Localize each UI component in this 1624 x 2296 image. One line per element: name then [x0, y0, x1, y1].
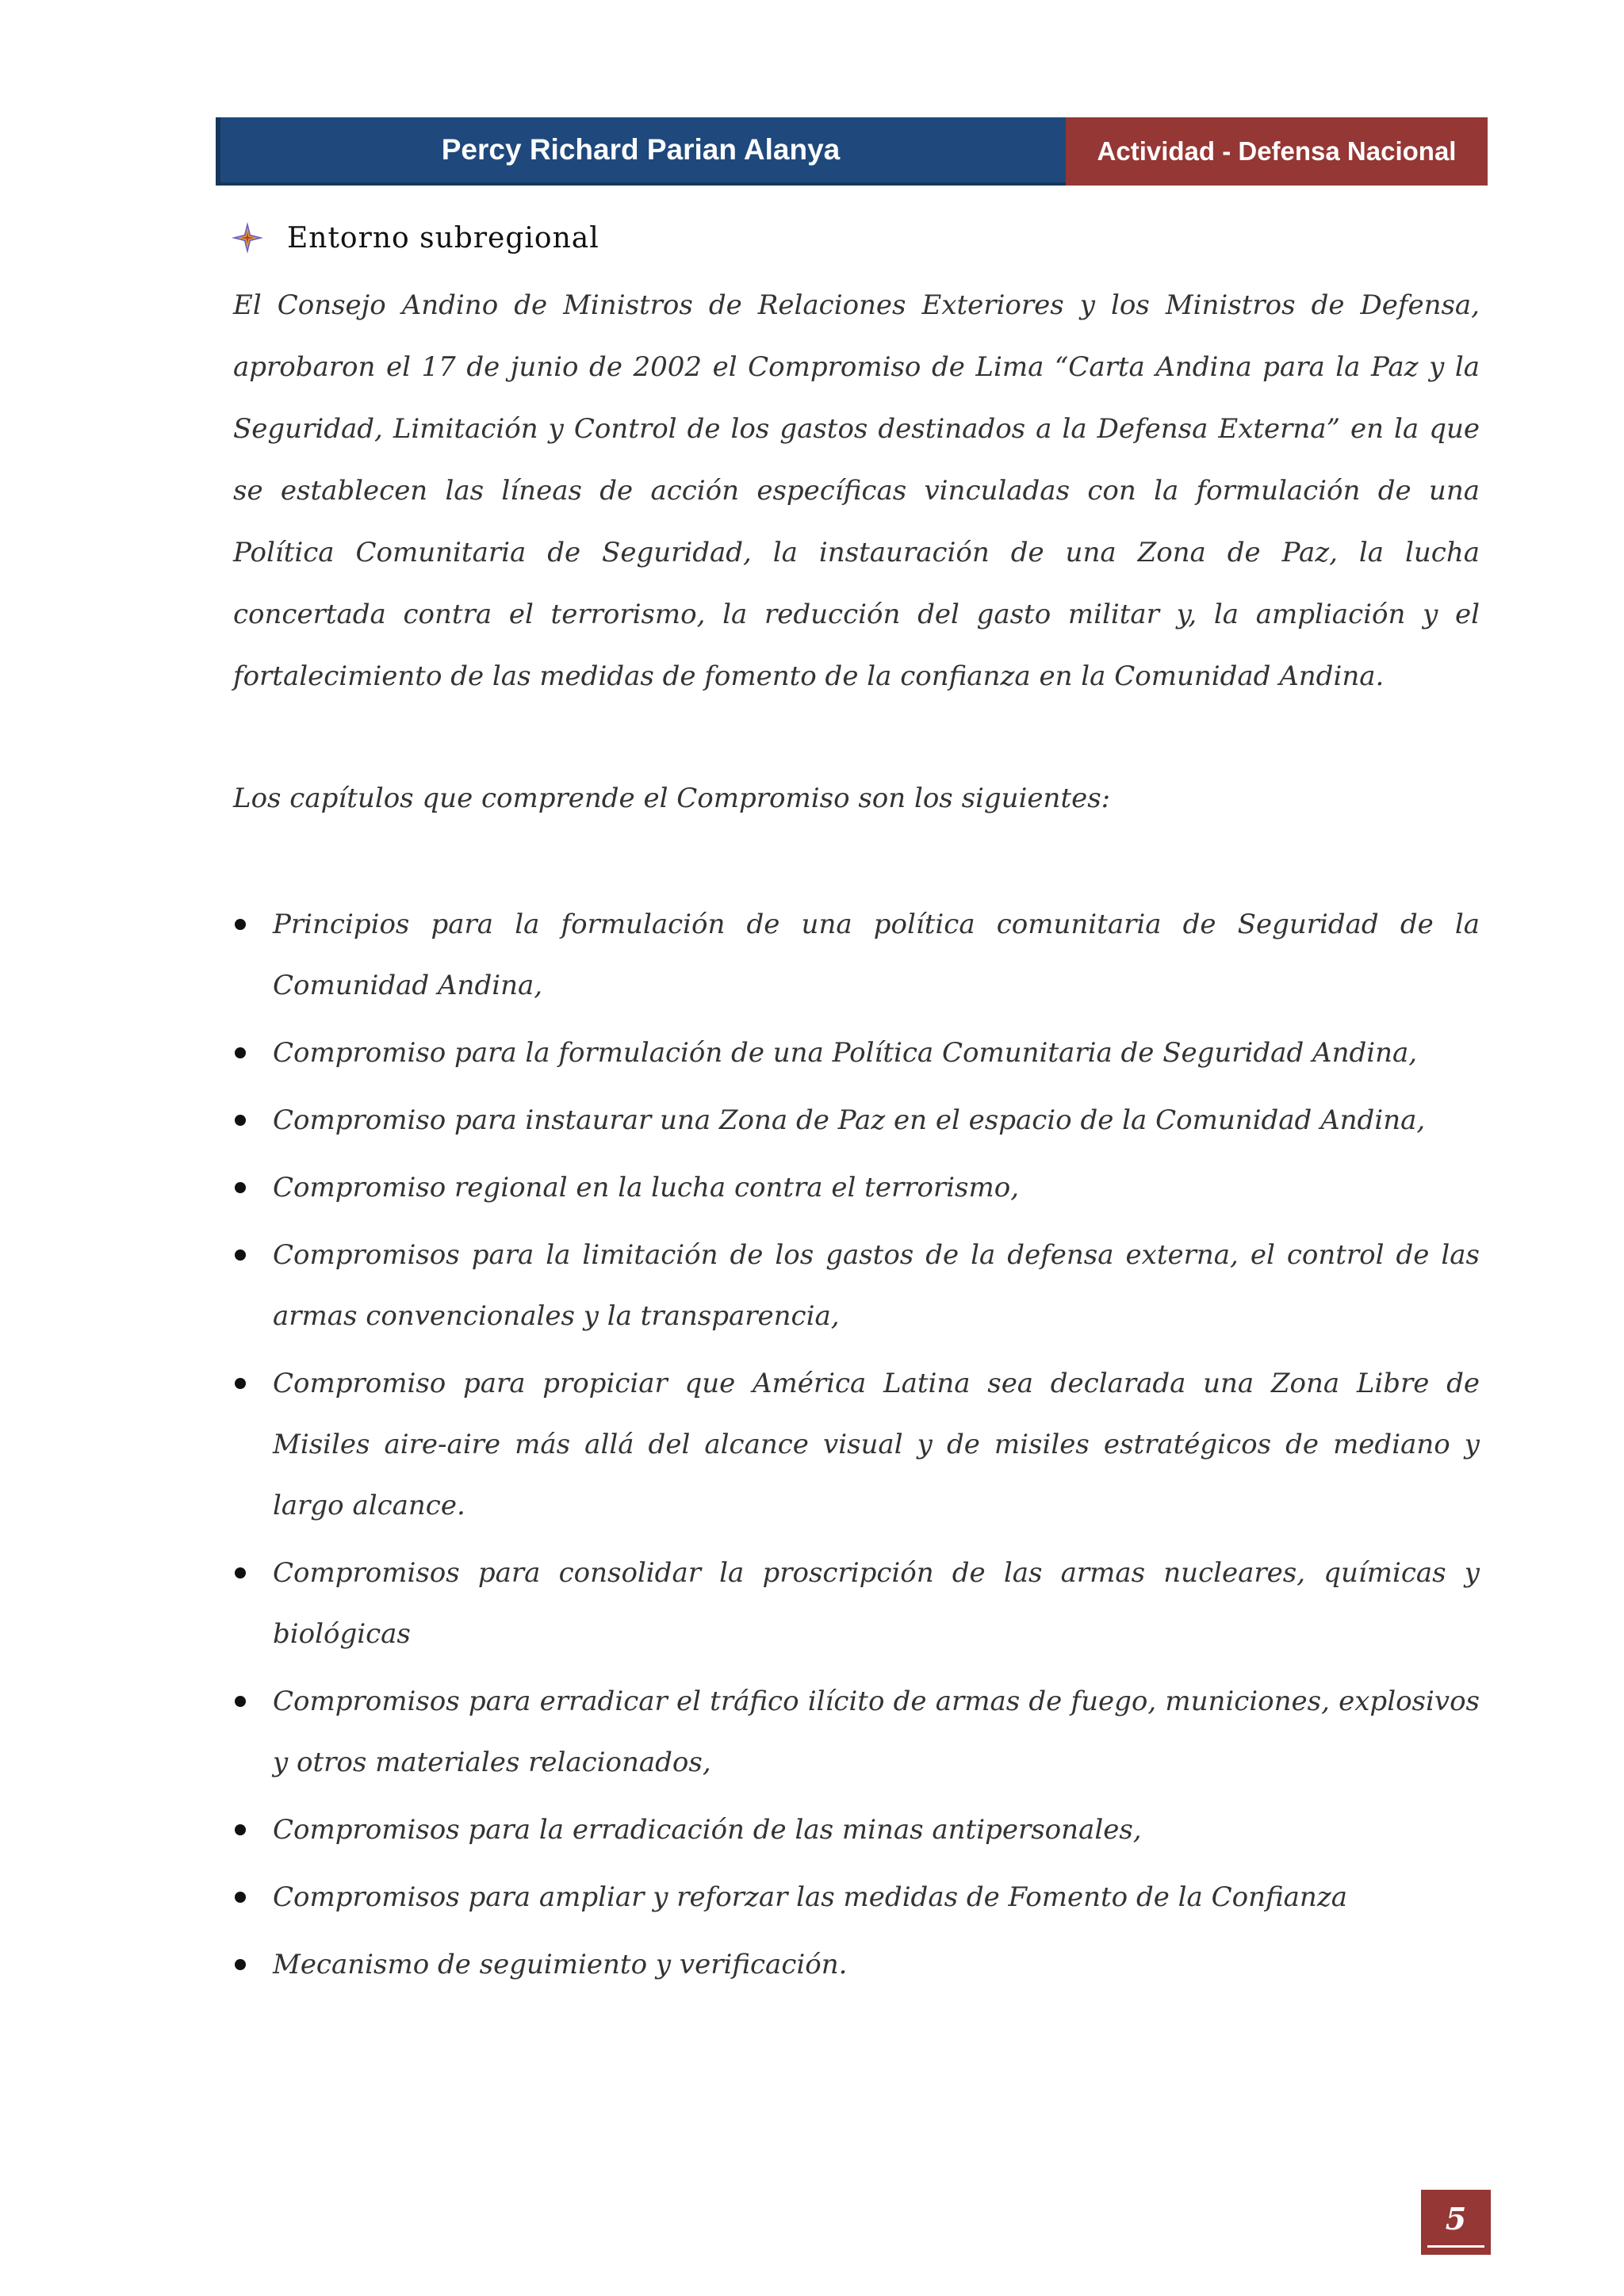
list-item-text: Compromisos para ampliar y reforzar las medidas de Fomento de la Confianza [273, 1881, 1348, 1913]
header-activity-title: Actividad - Defensa Nacional [1097, 136, 1457, 166]
list-item-text: Compromiso para propiciar que América Latina sea declarada una Zona Libre de Misiles aire-aire más allá del alcance visual y de misiles estratégicos de mediano y largo alcance. [273, 1368, 1480, 1521]
list-item [233, 1158, 1480, 1219]
page-number-underline [1427, 2245, 1484, 2248]
bullet-dot-icon [235, 1959, 246, 1970]
list-item-text: Compromiso regional en la lucha contra el terrorismo, [273, 1172, 1020, 1203]
section-heading-text: Entorno subregional [287, 221, 599, 254]
page-header [216, 117, 1488, 186]
list-item [233, 1023, 1480, 1084]
bullet-dot-icon [235, 1892, 246, 1903]
list-item-text: Compromisos para la erradicación de las minas antipersonales, [273, 1814, 1142, 1846]
four-point-star-bullet-icon [230, 220, 265, 255]
list-item [233, 1800, 1480, 1861]
list-item [233, 1671, 1480, 1793]
list-item-text: Compromisos para la limitación de los gastos de la defensa externa, el control de las armas convencionales y la transparencia, [273, 1239, 1480, 1332]
bullet-dot-icon [235, 1824, 246, 1835]
bullet-dot-icon [235, 1696, 246, 1707]
bullet-dot-icon [235, 1249, 246, 1261]
list-item [233, 894, 1480, 1016]
bullet-dot-icon [235, 1567, 246, 1578]
bullet-dot-icon [235, 919, 246, 930]
header-accent-bar [216, 117, 220, 186]
list-item-text: Compromisos para consolidar la proscripción de las armas nucleares, químicas y biológicas [273, 1557, 1480, 1650]
header-author-name: Percy Richard Parian Alanya [441, 133, 841, 166]
page-number-badge [1421, 2190, 1491, 2255]
list-item-text: Compromiso para la formulación de una Política Comunitaria de Seguridad Andina, [273, 1037, 1418, 1069]
header-author-banner [216, 117, 1066, 186]
section-heading [230, 216, 599, 260]
list-item-text: Mecanismo de seguimiento y verificación. [273, 1949, 848, 1980]
page-number: 5 [1445, 2201, 1467, 2237]
list-item [233, 1934, 1480, 1996]
list-item [233, 1867, 1480, 1928]
bullet-dot-icon [235, 1115, 246, 1126]
chapters-intro: Los capítulos que comprende el Compromiso son los siguientes: [233, 783, 1111, 814]
header-activity-banner [1066, 117, 1488, 186]
bullet-dot-icon [235, 1378, 246, 1389]
list-item-text: Compromisos para erradicar el tráfico ilícito de armas de fuego, municiones, explosivos y otros materiales relacionados, [273, 1686, 1480, 1778]
list-item-text: Compromiso para instaurar una Zona de Paz en el espacio de la Comunidad Andina, [273, 1104, 1426, 1136]
list-item-text: Principios para la formulación de una política comunitaria de Seguridad de la Comunidad Andina, [273, 909, 1480, 1001]
body-paragraph: El Consejo Andino de Ministros de Relaciones Exteriores y los Ministros de Defensa, aprobaron el 17 de junio de 2002 el Compromiso de Lima “Carta Andina para la Paz y la Seguridad, Limitación y Control de los gastos destinados a la Defensa Externa” en la que se establecen las líneas de acción específicas vinculadas con la formulación de una Política Comunitaria de Seguridad, la instauración de una Zona de Paz, la lucha concertada contra el terrorismo, la reducción del gasto militar y, la ampliación y el fortalecimiento de las medidas de fomento de la confianza en la Comunidad Andina. [233, 289, 1480, 692]
bullet-dot-icon [235, 1047, 246, 1058]
chapter-list [233, 894, 1480, 2002]
list-item [233, 1225, 1480, 1347]
list-item [233, 1090, 1480, 1151]
list-item [233, 1543, 1480, 1665]
list-item [233, 1353, 1480, 1536]
bullet-dot-icon [235, 1182, 246, 1193]
